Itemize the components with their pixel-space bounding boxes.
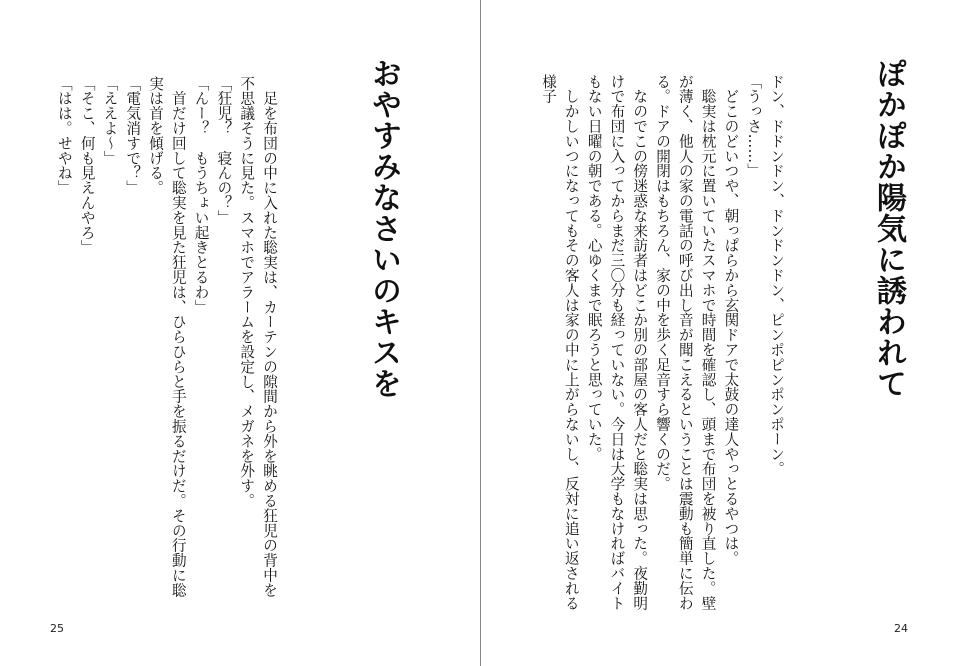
right-page-number: 24 — [894, 622, 908, 635]
left-page — [0, 0, 480, 666]
right-page-body: ドン、ドドンドン、ドンドンドン、ピンポピンポンポーン。 「うっさ……」 どこのどいつや、朝っぱらから玄関ドアで太鼓の達人やっとるやつは。 聡実は枕元に置いていたスマホで時間を確認し、頭まで布団を被り直した。壁が薄く、他人の家の電話の呼び出し音が聞こえるということは震動も簡単に伝わる。ドアの開閉はもちろん、家の中を歩く足音すら響くのだ。 なのでこの傍迷惑な来訪者はどこか別の部屋の客人だと聡実は思った。夜勤明けで布団に入ってからまだ三〇分も経っていない。今日は大学もなければバイトもない日曜の朝である。心ゆくまで眠ろうと思っていた。 しかしいつになってもその客人は家の中に上がらないし、反対に追い返される様子 — [540, 74, 785, 611]
left-page-number: 25 — [50, 622, 64, 635]
right-page — [481, 0, 961, 666]
left-page-body: 足を布団の中に入れた聡実は、カーテンの隙間から外を眺める狂児の背中を不思議そうに見た。スマホでアラームを設定し、メガネを外す。 「狂児？ 寝んの？」 「んー？ もうちょい起きとるわ」 首だけ回して聡実を見た狂児は、ひらひらと手を振るだけだ。その行動に聡実は首を傾げる。 「電気消すで？」 「ええよ～」 「そこ、何も見えんやろ」 「はは。せやね」 — [55, 76, 278, 598]
left-page-title: おやすみなさいのキスを — [366, 58, 401, 399]
right-page-title: ぽかぽか陽気に誘われて — [871, 58, 906, 399]
